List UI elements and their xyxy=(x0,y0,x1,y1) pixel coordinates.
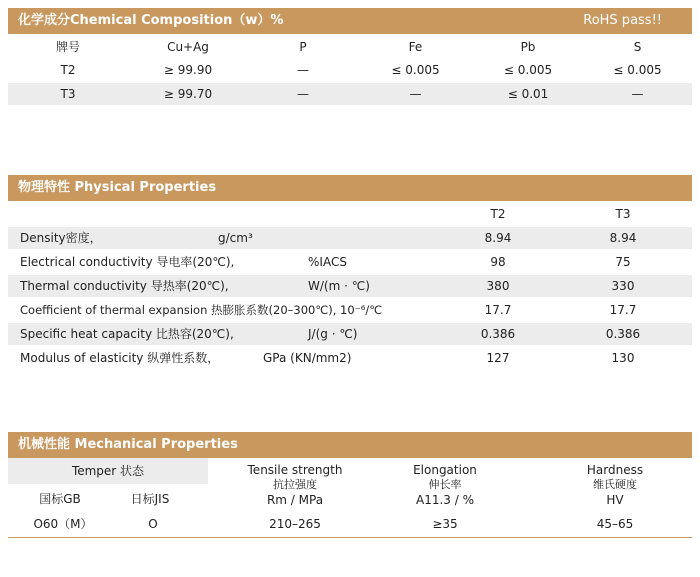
physical-section-header xyxy=(8,175,692,201)
table-row xyxy=(8,323,692,345)
gb-cell: O60（M） xyxy=(33,517,93,531)
col-pb: Pb xyxy=(520,40,536,54)
t3-value: 17.7 xyxy=(609,303,637,317)
fe-cell: — xyxy=(409,87,422,101)
hardness-unit: HV xyxy=(606,493,624,507)
chemical-title: 化学成分Chemical Composition（w）% xyxy=(18,13,284,28)
cu-ag-cell: ≥ 99.90 xyxy=(163,63,213,77)
col-cu-ag: Cu+Ag xyxy=(167,40,209,54)
pb-cell: ≤ 0.01 xyxy=(507,87,549,101)
col-grade: 牌号 xyxy=(55,40,80,54)
t2-value: 8.94 xyxy=(484,231,512,245)
temper-label: Temper 状态 xyxy=(71,464,145,478)
property-unit: GPa (KN/mm2) xyxy=(263,351,352,365)
tensile-en: Tensile strength xyxy=(247,463,343,477)
t3-value: 130 xyxy=(611,351,635,365)
rohs-status: RoHS pass!! xyxy=(583,13,662,28)
cu-ag-cell: ≥ 99.70 xyxy=(163,87,213,101)
elongation-unit: A11.3 / % xyxy=(415,493,474,507)
hardness-cell: 45–65 xyxy=(596,517,634,531)
t3-value: 8.94 xyxy=(609,231,637,245)
table-row xyxy=(8,251,692,273)
chemical-section-header xyxy=(8,8,692,34)
physical-header-row xyxy=(8,203,692,225)
col-s: S xyxy=(633,40,642,54)
property-name: Electrical conductivity 导电率(20℃), xyxy=(20,255,235,269)
chemical-header-row xyxy=(8,36,692,58)
table-row xyxy=(8,83,692,105)
grade-cell: T3 xyxy=(60,87,76,101)
property-name: Modulus of elasticity 纵弹性系数， xyxy=(20,351,220,365)
t2-value: 98 xyxy=(490,255,506,269)
t2-value: 0.386 xyxy=(480,327,516,341)
elongation-cell: ≥35 xyxy=(432,517,458,531)
mechanical-title: 机械性能 Mechanical Properties xyxy=(18,437,238,452)
property-unit: g/cm³ xyxy=(218,231,253,245)
hardness-cn: 维氏硬度 xyxy=(593,478,637,491)
property-name: Density密度， xyxy=(20,231,102,245)
property-unit: %IACS xyxy=(308,255,347,269)
hardness-en: Hardness xyxy=(586,463,644,477)
col-t3: T3 xyxy=(615,207,631,221)
fe-cell: ≤ 0.005 xyxy=(391,63,440,77)
elongation-cn: 伸长率 xyxy=(428,478,462,491)
t2-value: 380 xyxy=(486,279,510,293)
tensile-cell: 210–265 xyxy=(269,517,321,531)
t2-value: 17.7 xyxy=(484,303,512,317)
property-unit: W/(m · ℃) xyxy=(308,279,370,293)
property-name: Thermal conductivity 导热率(20℃), xyxy=(20,279,229,293)
t3-value: 75 xyxy=(615,255,631,269)
s-cell: ≤ 0.005 xyxy=(613,63,662,77)
t3-value: 0.386 xyxy=(605,327,641,341)
tensile-unit: Rm / MPa xyxy=(266,493,324,507)
col-fe: Fe xyxy=(408,40,423,54)
col-p: P xyxy=(299,40,307,54)
mechanical-section-header xyxy=(8,432,692,458)
table-row xyxy=(8,275,692,297)
jis-cell: O xyxy=(148,517,158,531)
table-row xyxy=(8,227,692,249)
t3-value: 330 xyxy=(611,279,635,293)
pb-cell: ≤ 0.005 xyxy=(503,63,553,77)
table-row xyxy=(8,299,692,321)
jis-label: 日标JIS xyxy=(130,492,170,506)
table-row xyxy=(8,513,692,537)
divider xyxy=(8,537,692,538)
t2-value: 127 xyxy=(486,351,510,365)
grade-cell: T2 xyxy=(60,63,76,77)
property-name: Coefficient of thermal expansion 热膨胀系数(20–300℃), 10⁻⁶/℃ xyxy=(20,303,383,317)
p-cell: — xyxy=(297,87,309,101)
col-t2: T2 xyxy=(490,207,506,221)
property-unit: J/(g · ℃) xyxy=(308,327,358,341)
p-cell: — xyxy=(297,63,309,77)
property-name: Specific heat capacity 比热容(20℃), xyxy=(20,327,234,341)
table-row xyxy=(8,347,692,369)
s-cell: — xyxy=(631,87,644,101)
gb-label: 国标GB xyxy=(39,492,81,506)
elongation-en: Elongation xyxy=(413,463,477,477)
table-row xyxy=(8,59,692,81)
physical-title: 物理特性 Physical Properties xyxy=(18,180,217,195)
tensile-cn: 抗拉强度 xyxy=(273,478,317,491)
